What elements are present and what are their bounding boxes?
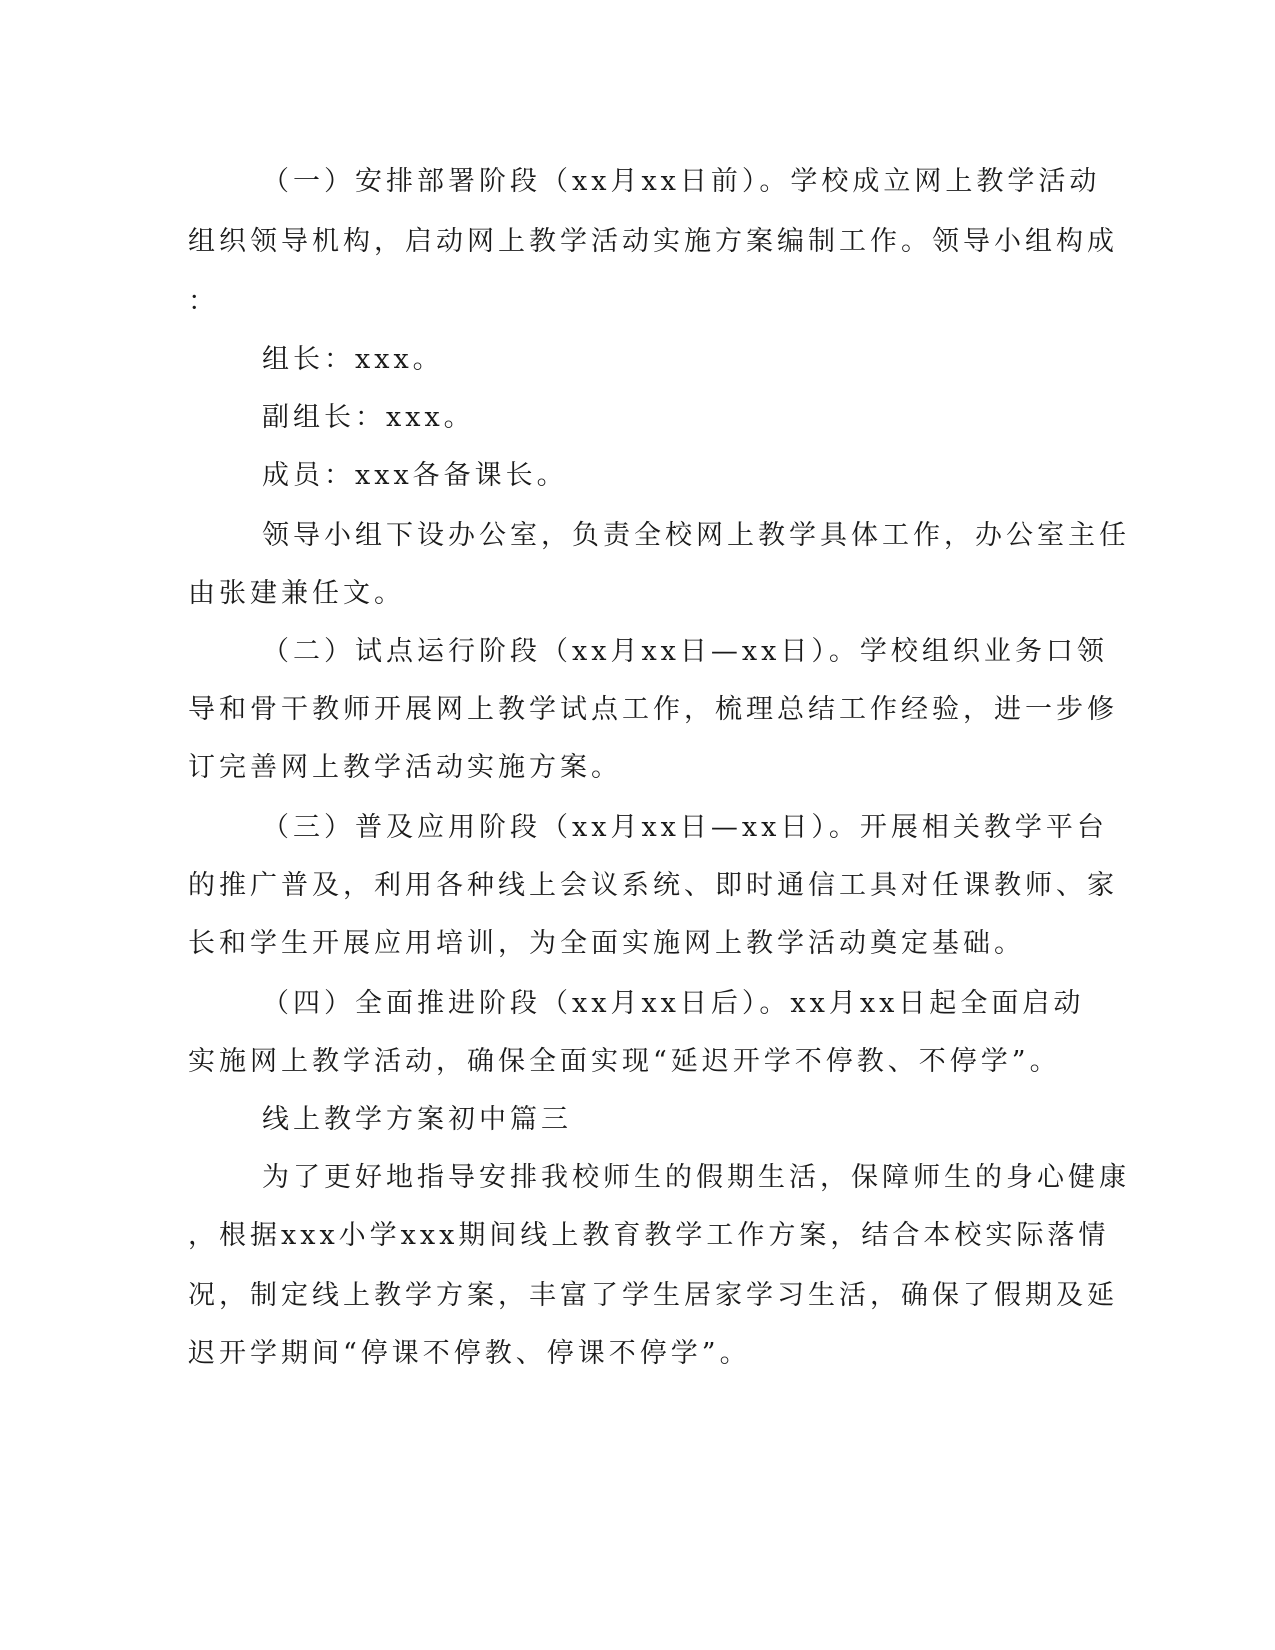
paragraph-line: ，根据xxx小学xxx期间线上教育教学工作方案，结合本校实际落情 (188, 1220, 1110, 1251)
paragraph-line: 领导小组下设办公室，负责全校网上教学具体工作，办公室主任 (262, 520, 1130, 551)
paragraph-line: （二）试点运行阶段（xx月xx日—xx日）。学校组织业务口领 (262, 636, 1108, 667)
paragraph-line: 实施网上教学活动，确保全面实现“延迟开学不停教、不停学”。 (188, 1046, 1061, 1077)
paragraph-line: 组长：xxx。 (262, 344, 444, 375)
paragraph-line: ： (188, 286, 219, 317)
paragraph-line: 组织领导机构，启动网上教学活动实施方案编制工作。领导小组构成 (188, 226, 1118, 257)
paragraph-line: 订完善网上教学活动实施方案。 (188, 752, 622, 783)
paragraph-line: （一）安排部署阶段（xx月xx日前）。学校成立网上教学活动 (262, 166, 1101, 197)
paragraph-line: 导和骨干教师开展网上教学试点工作，梳理总结工作经验，进一步修 (188, 694, 1118, 725)
paragraph-line: 的推广普及，利用各种线上会议系统、即时通信工具对任课教师、家 (188, 870, 1118, 901)
paragraph-line: 由张建兼任文。 (188, 578, 405, 609)
paragraph-line: 副组长：xxx。 (262, 402, 475, 433)
paragraph-line: 长和学生开展应用培训，为全面实施网上教学活动奠定基础。 (188, 928, 1025, 959)
section-heading: 线上教学方案初中篇三 (262, 1104, 572, 1135)
paragraph-line: 成员：xxx各备课长。 (262, 460, 568, 491)
paragraph-line: 况，制定线上教学方案，丰富了学生居家学习生活，确保了假期及延 (188, 1280, 1118, 1311)
paragraph-line: 迟开学期间“停课不停教、停课不停学”。 (188, 1338, 751, 1369)
paragraph-line: 为了更好地指导安排我校师生的假期生活，保障师生的身心健康 (262, 1162, 1130, 1193)
paragraph-line: （三）普及应用阶段（xx月xx日—xx日）。开展相关教学平台 (262, 812, 1108, 843)
paragraph-line: （四）全面推进阶段（xx月xx日后）。xx月xx日起全面启动 (262, 988, 1085, 1019)
